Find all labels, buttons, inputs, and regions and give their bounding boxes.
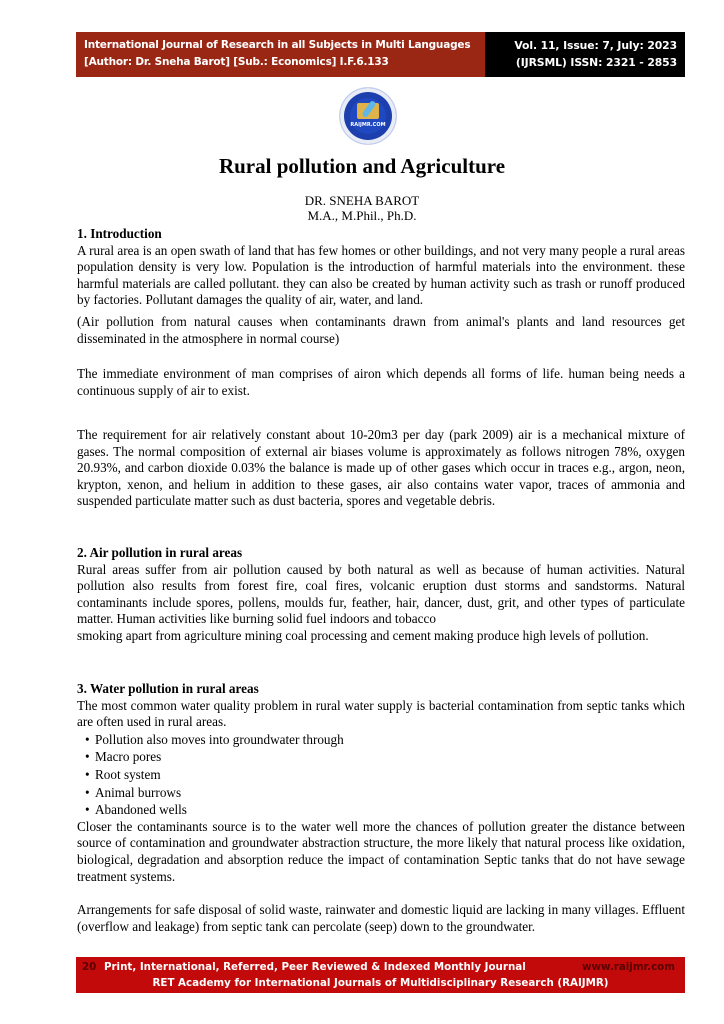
author-name: DR. SNEHA BAROT — [304, 193, 420, 208]
article-title: Rural pollution and Agriculture — [218, 154, 506, 178]
bullet-list — [77, 731, 685, 819]
list-item: • Root system — [85, 766, 161, 782]
publisher-name: RET Academy for International Journals of Multidisciplinary Research (RAIJMR) — [152, 977, 609, 989]
paragraph: Arrangements for safe disposal of solid waste, rainwater and domestic liquid are lacking in many villages. Effluent (overflow and leakage) from septic tank can percolate (seep) down to the groundwater. — [77, 902, 685, 934]
bullet-icon: • — [85, 749, 90, 765]
section-introduction — [77, 226, 685, 309]
paragraph: smoking apart from agriculture mining coal processing and cement making produce high levels of pollution. — [77, 627, 649, 643]
bullet-icon: • — [85, 731, 90, 747]
author-degrees: M.A., M.Phil., Ph.D. — [307, 208, 417, 223]
journal-name: International Journal of Research in all Subjects in Multi Languages — [84, 39, 471, 51]
paragraph: The requirement for air relatively constant about 10-20m3 per day (park 2009) air is a mechanical mixture of gases. The normal composition of external air biases volume is approximately as follows nitrogen 78%, oxygen 20.93%, and carbon dioxide 0.03% the balance is made up of other gases which occur in traces e.g., argon, neon, krypton, xenon, and helium in addition to these gases, air also contains water vapor, traces of ammonia and suspended particulate matter such as dust bacteria, spores and vegetable debris. — [77, 427, 685, 509]
journal-footer — [76, 957, 685, 993]
bullet-icon: • — [85, 784, 90, 800]
paragraph: (Air pollution from natural causes when contaminants drawn from animal's plants and land resources get disseminated in the atmosphere in normal course) — [77, 314, 685, 346]
journal-website-link[interactable]: www.raijmr.com — [581, 961, 675, 973]
paragraph: The most common water quality problem in rural water supply is bacterial contamination from septic tanks which are often used in rural areas. — [77, 697, 685, 730]
paragraph: A rural area is an open swath of land that has few homes or other buildings, and not very many people a rural areas population density is very low. Population is the introduction of harmful materials into the environment. these harmful materials are called pollutant. they can also be created by human activity such as trash or runoff produced by factories. Pollutant damages the quality of air, water, and land. — [77, 242, 685, 308]
footer-top-row — [82, 960, 675, 975]
section-water-pollution — [77, 681, 685, 885]
logo-text: RAIJMR.COM — [350, 122, 386, 128]
list-item: • Abandoned wells — [85, 802, 187, 818]
paragraph: Rural areas suffer from air pollution caused by both natural as well as because of human activities. Natural pollution also results from forest fire, coal fires, volcanic eruption dust storms and sandstorms. Natural contaminants include spores, pollens, moulds fur, feather, hair, dancer, dust, grit, and other types of particulate matter. Human activities like burning solid fuel indoors and tobacco — [77, 561, 685, 627]
header-issue-block — [485, 32, 685, 77]
section-heading: 3. Water pollution in rural areas — [77, 681, 259, 696]
bullet-icon: • — [85, 766, 90, 782]
paragraph: Closer the contaminants source is to the water well more the chances of pollution greater the distance between source of contamination and groundwater abstraction structure, the more likely that natural process like oxidation, biological, degradation and absorption reduce the impact of contamination Septic tanks that do not have sewage treatment systems. — [77, 818, 685, 884]
list-item: • Pollution also moves into groundwater through — [85, 731, 344, 747]
paragraph: The immediate environment of man comprises of airon which depends all forms of life. human being needs a continuous supply of air to exist. — [77, 366, 685, 398]
list-item: • Macro pores — [85, 749, 162, 765]
section-heading: 1. Introduction — [77, 226, 162, 241]
paragraph-block — [77, 366, 685, 399]
list-item: • Animal burrows — [85, 784, 182, 800]
section-air-pollution — [77, 545, 685, 645]
page-number: 20 — [82, 961, 97, 973]
section-heading: 2. Air pollution in rural areas — [77, 545, 243, 560]
raijmr-seal-icon — [340, 88, 396, 144]
issn: (IJRSML) ISSN: 2321 - 2853 — [515, 56, 677, 69]
author-block — [0, 193, 724, 223]
footer-tagline: Print, International, Referred, Peer Reviewed & Indexed Monthly Journal — [103, 961, 526, 973]
paragraph-block — [77, 427, 685, 510]
journal-header — [76, 32, 685, 77]
paragraph-block — [77, 902, 685, 935]
bullet-icon: • — [85, 802, 90, 818]
volume-issue: Vol. 11, Issue: 7, July: 2023 — [514, 39, 677, 52]
author-subject-line: [Author: Dr. Sneha Barot] [Sub.: Economics] I.F.6.133 — [84, 56, 389, 68]
header-journal-block — [76, 32, 485, 77]
paragraph-block — [77, 314, 685, 347]
